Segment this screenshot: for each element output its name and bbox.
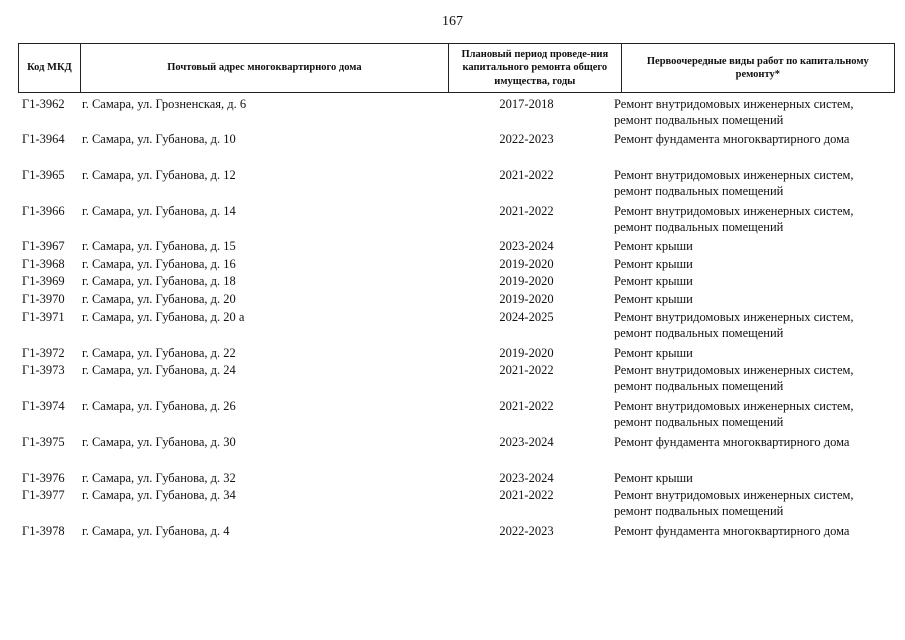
row-period: 2019-2020 — [499, 346, 554, 360]
row-code: Г1-3968 — [22, 257, 65, 271]
row-period: 2023-2024 — [499, 435, 554, 449]
row-works-line: Ремонт крыши — [614, 257, 693, 271]
table-row — [0, 470, 905, 487]
table-row — [0, 345, 905, 362]
table-row — [0, 291, 905, 308]
row-code: Г1-3976 — [22, 471, 65, 485]
row-period: 2019-2020 — [499, 257, 554, 271]
row-period: 2022-2023 — [499, 524, 554, 538]
row-period: 2017-2018 — [499, 97, 554, 111]
row-works — [614, 470, 899, 486]
row-works-line: ремонт подвальных помещений — [614, 113, 784, 127]
row-works — [614, 256, 899, 272]
row-address: г. Самара, ул. Губанова, д. 12 — [82, 168, 236, 182]
row-works — [614, 131, 899, 147]
table-row — [0, 131, 905, 165]
row-works — [614, 398, 899, 430]
header-code: Код МКД — [19, 44, 81, 92]
row-address: г. Самара, ул. Губанова, д. 32 — [82, 471, 236, 485]
row-address: г. Самара, ул. Губанова, д. 14 — [82, 204, 236, 218]
row-code: Г1-3964 — [22, 132, 65, 146]
page-number: 167 — [442, 14, 463, 29]
row-code: Г1-3975 — [22, 435, 65, 449]
row-works — [614, 523, 899, 539]
row-works-line: Ремонт внутридомовых инженерных систем, — [614, 399, 854, 413]
row-period: 2021-2022 — [499, 204, 554, 218]
row-address: г. Самара, ул. Губанова, д. 22 — [82, 346, 236, 360]
row-address: г. Самара, ул. Губанова, д. 10 — [82, 132, 236, 146]
row-works-line: Ремонт фундамента многоквартирного дома — [614, 132, 850, 146]
row-address: г. Самара, ул. Губанова, д. 20 а — [82, 310, 245, 324]
row-code: Г1-3965 — [22, 168, 65, 182]
row-period: 2021-2022 — [499, 488, 554, 502]
table-row — [0, 203, 905, 237]
row-code: Г1-3966 — [22, 204, 65, 218]
row-address: г. Самара, ул. Губанова, д. 26 — [82, 399, 236, 413]
row-works-line: Ремонт фундамента многоквартирного дома — [614, 524, 850, 538]
row-code: Г1-3978 — [22, 524, 65, 538]
row-works-line: Ремонт внутридомовых инженерных систем, — [614, 97, 854, 111]
row-works — [614, 362, 899, 394]
row-code: Г1-3972 — [22, 346, 65, 360]
row-code: Г1-3977 — [22, 488, 65, 502]
header-period: Плановый период проведе-ния капитального ремонта общего имущества, годы — [449, 44, 622, 92]
row-works-line: Ремонт внутридомовых инженерных систем, — [614, 204, 854, 218]
row-works-line: Ремонт внутридомовых инженерных систем, — [614, 363, 854, 377]
row-works — [614, 487, 899, 519]
row-works-line: Ремонт крыши — [614, 346, 693, 360]
row-address: г. Самара, ул. Губанова, д. 20 — [82, 292, 236, 306]
header-address: Почтовый адрес многоквартирного дома — [81, 44, 449, 92]
row-code: Г1-3970 — [22, 292, 65, 306]
table-row — [0, 309, 905, 343]
row-period: 2021-2022 — [499, 399, 554, 413]
row-code: Г1-3973 — [22, 363, 65, 377]
table-row — [0, 398, 905, 432]
row-address: г. Самара, ул. Губанова, д. 30 — [82, 435, 236, 449]
row-works — [614, 309, 899, 341]
row-address: г. Самара, ул. Губанова, д. 34 — [82, 488, 236, 502]
row-address: г. Самара, ул. Губанова, д. 16 — [82, 257, 236, 271]
table-row — [0, 487, 905, 521]
table-row — [0, 167, 905, 201]
table-row — [0, 96, 905, 130]
row-works — [614, 167, 899, 199]
row-works-line: ремонт подвальных помещений — [614, 220, 784, 234]
row-works-line: Ремонт фундамента многоквартирного дома — [614, 435, 850, 449]
table-row — [0, 273, 905, 290]
row-period: 2021-2022 — [499, 168, 554, 182]
row-works-line: Ремонт крыши — [614, 274, 693, 288]
row-period: 2019-2020 — [499, 274, 554, 288]
row-period: 2023-2024 — [499, 471, 554, 485]
row-works-line: Ремонт крыши — [614, 239, 693, 253]
row-works-line: ремонт подвальных помещений — [614, 504, 784, 518]
row-works-line: Ремонт внутридомовых инженерных систем, — [614, 310, 854, 324]
row-works-line: Ремонт крыши — [614, 292, 693, 306]
row-works-line: Ремонт крыши — [614, 471, 693, 485]
row-period: 2023-2024 — [499, 239, 554, 253]
row-code: Г1-3969 — [22, 274, 65, 288]
row-works-line: ремонт подвальных помещений — [614, 379, 784, 393]
row-code: Г1-3974 — [22, 399, 65, 413]
row-code: Г1-3971 — [22, 310, 65, 324]
row-works — [614, 434, 899, 450]
table-header — [18, 43, 895, 93]
row-period: 2019-2020 — [499, 292, 554, 306]
row-period: 2024-2025 — [499, 310, 554, 324]
row-code: Г1-3967 — [22, 239, 65, 253]
row-address: г. Самара, ул. Губанова, д. 4 — [82, 524, 230, 538]
row-works-line: Ремонт внутридомовых инженерных систем, — [614, 488, 854, 502]
header-works: Первоочередные виды работ по капитальному ремонту* — [646, 55, 869, 80]
table-row — [0, 238, 905, 255]
table-row — [0, 256, 905, 273]
row-works-line: ремонт подвальных помещений — [614, 326, 784, 340]
row-works — [614, 203, 899, 235]
row-code: Г1-3962 — [22, 97, 65, 111]
row-works — [614, 238, 899, 254]
row-works-line: Ремонт внутридомовых инженерных систем, — [614, 168, 854, 182]
table-row — [0, 362, 905, 396]
row-address: г. Самара, ул. Грозненская, д. 6 — [82, 97, 247, 111]
row-works — [614, 96, 899, 128]
row-works — [614, 273, 899, 289]
row-works-line: ремонт подвальных помещений — [614, 184, 784, 198]
row-works — [614, 345, 899, 361]
row-works — [614, 291, 899, 307]
row-works-line: ремонт подвальных помещений — [614, 415, 784, 429]
table-row — [0, 434, 905, 468]
table-row — [0, 523, 905, 541]
row-address: г. Самара, ул. Губанова, д. 15 — [82, 239, 236, 253]
row-period: 2021-2022 — [499, 363, 554, 377]
row-address: г. Самара, ул. Губанова, д. 24 — [82, 363, 236, 377]
row-address: г. Самара, ул. Губанова, д. 18 — [82, 274, 236, 288]
row-period: 2022-2023 — [499, 132, 554, 146]
